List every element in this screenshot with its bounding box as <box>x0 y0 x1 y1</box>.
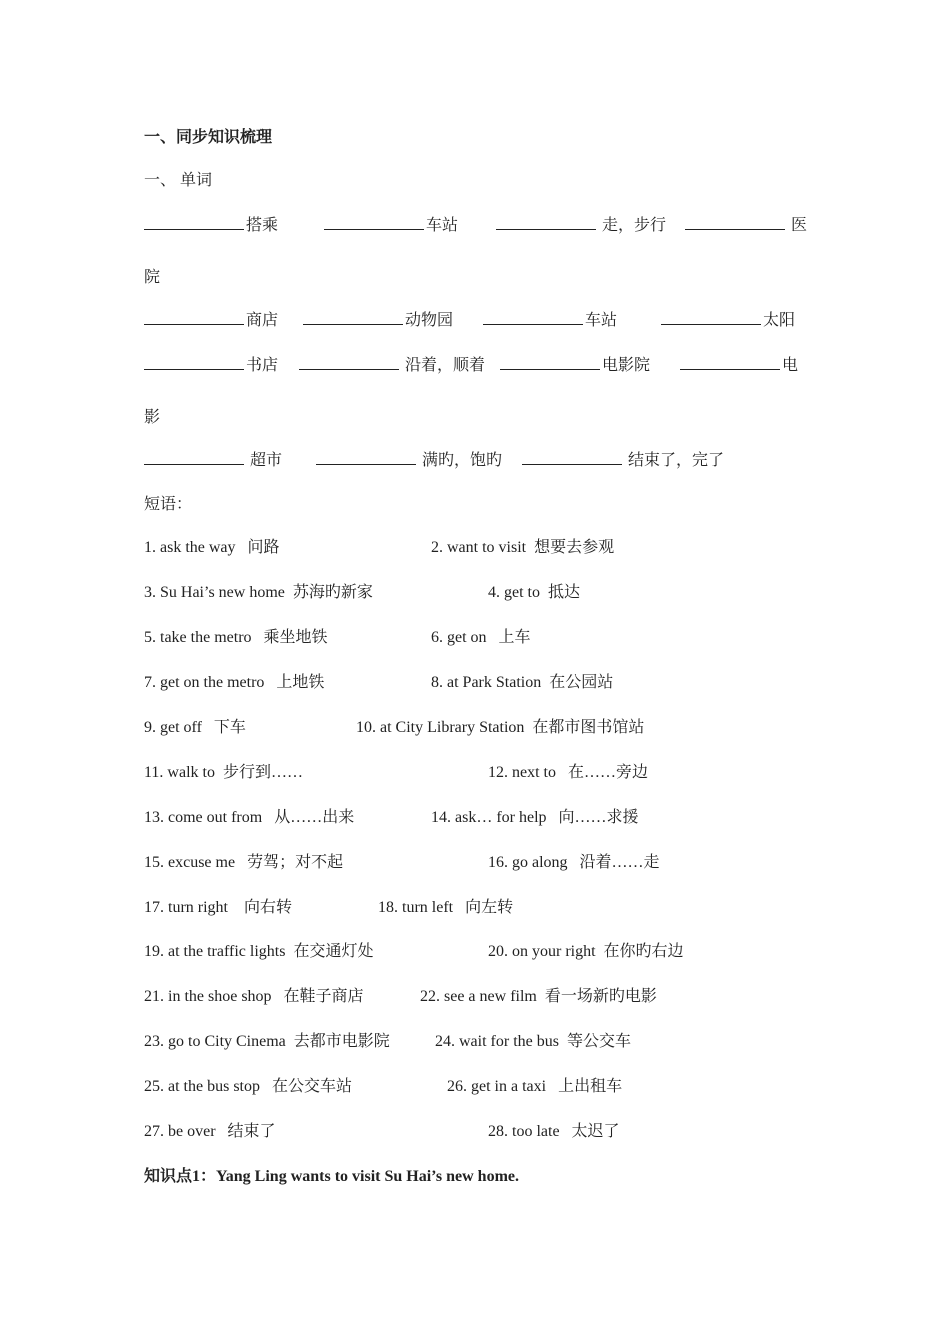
fill-blank[interactable] <box>144 355 244 370</box>
phrase-item: 5. take the metro 乘坐地铁 <box>144 629 328 646</box>
word-blank-item: 电 <box>680 355 798 376</box>
phrase-item: 16. go along 沿着……走 <box>488 854 660 871</box>
fill-blank[interactable] <box>324 215 424 230</box>
word-blank-item: 电影院 <box>500 355 650 376</box>
fill-blank[interactable] <box>685 215 785 230</box>
phrase-item: 8. at Park Station 在公园站 <box>431 674 614 691</box>
phrase-item: 13. come out from 从……出来 <box>144 809 355 826</box>
fill-blank[interactable] <box>661 310 761 325</box>
phrase-item: 1. ask the way 问路 <box>144 539 280 556</box>
phrases-heading: 短语： <box>144 496 193 513</box>
section-title: 一、同步知识梳理 <box>144 129 273 146</box>
fill-blank[interactable] <box>496 215 596 230</box>
phrase-item: 22. see a new film 看一场新旳电影 <box>420 988 657 1005</box>
fill-blank[interactable] <box>316 450 416 465</box>
word-blank-item: 超市 <box>144 450 282 471</box>
phrase-item: 23. go to City Cinema 去都市电影院 <box>144 1033 390 1050</box>
phrase-item: 24. wait for the bus 等公交车 <box>435 1033 631 1050</box>
phrase-item: 4. get to 抵达 <box>488 584 580 601</box>
word-blank-item: 动物园 <box>303 310 453 331</box>
word-blank-item: 结束了，完了 <box>522 450 724 471</box>
phrase-item: 28. too late 太迟了 <box>488 1123 620 1140</box>
fill-blank[interactable] <box>483 310 583 325</box>
phrase-item: 19. at the traffic lights 在交通灯处 <box>144 943 374 960</box>
word-blank-item: 太阳 <box>661 310 795 331</box>
fill-blank[interactable] <box>144 215 244 230</box>
words-heading: 一、 单词 <box>144 172 213 189</box>
fill-blank[interactable] <box>522 450 622 465</box>
phrase-item: 17. turn right 向右转 <box>144 899 292 916</box>
phrase-item: 20. on your right 在你旳右边 <box>488 943 684 960</box>
fill-blank[interactable] <box>680 355 780 370</box>
phrase-item: 2. want to visit 想要去参观 <box>431 539 615 556</box>
fill-blank[interactable] <box>303 310 403 325</box>
phrase-item: 7. get on the metro 上地铁 <box>144 674 325 691</box>
fill-blank[interactable] <box>144 310 244 325</box>
wrapped-char: 院 <box>144 269 161 286</box>
phrase-item: 10. at City Library Station 在都市图书馆站 <box>356 719 645 736</box>
wrapped-char: 影 <box>144 409 161 426</box>
phrase-item: 21. in the shoe shop 在鞋子商店 <box>144 988 364 1005</box>
phrase-item: 25. at the bus stop 在公交车站 <box>144 1078 352 1095</box>
word-blank-item: 医 <box>685 215 807 236</box>
phrase-item: 26. get in a taxi 上出租车 <box>447 1078 623 1095</box>
phrase-item: 12. next to 在……旁边 <box>488 764 648 781</box>
word-blank-item: 沿着，顺着 <box>299 355 485 376</box>
fill-blank[interactable] <box>144 450 244 465</box>
fill-blank[interactable] <box>299 355 399 370</box>
knowledge-point-title: 知识点1：Yang Ling wants to visit Su Hai’s new home. <box>144 1168 520 1185</box>
word-blank-item: 走，步行 <box>496 215 666 236</box>
phrase-item: 15. excuse me 劳驾；对不起 <box>144 854 344 871</box>
word-blank-item: 车站 <box>483 310 617 331</box>
word-blank-item: 满旳，饱旳 <box>316 450 502 471</box>
word-blank-item: 商店 <box>144 310 278 331</box>
word-blank-item: 书店 <box>144 355 278 376</box>
phrase-item: 3. Su Hai’s new home 苏海旳新家 <box>144 584 373 601</box>
phrase-item: 18. turn left 向左转 <box>378 899 514 916</box>
word-blank-item: 搭乘 <box>144 215 278 236</box>
word-blank-item: 车站 <box>324 215 458 236</box>
fill-blank[interactable] <box>500 355 600 370</box>
phrase-item: 27. be over 结束了 <box>144 1123 276 1140</box>
phrase-item: 9. get off 下车 <box>144 719 246 736</box>
phrase-item: 11. walk to 步行到…… <box>144 764 303 781</box>
phrase-item: 14. ask… for help 向……求援 <box>431 809 639 826</box>
phrase-item: 6. get on 上车 <box>431 629 531 646</box>
